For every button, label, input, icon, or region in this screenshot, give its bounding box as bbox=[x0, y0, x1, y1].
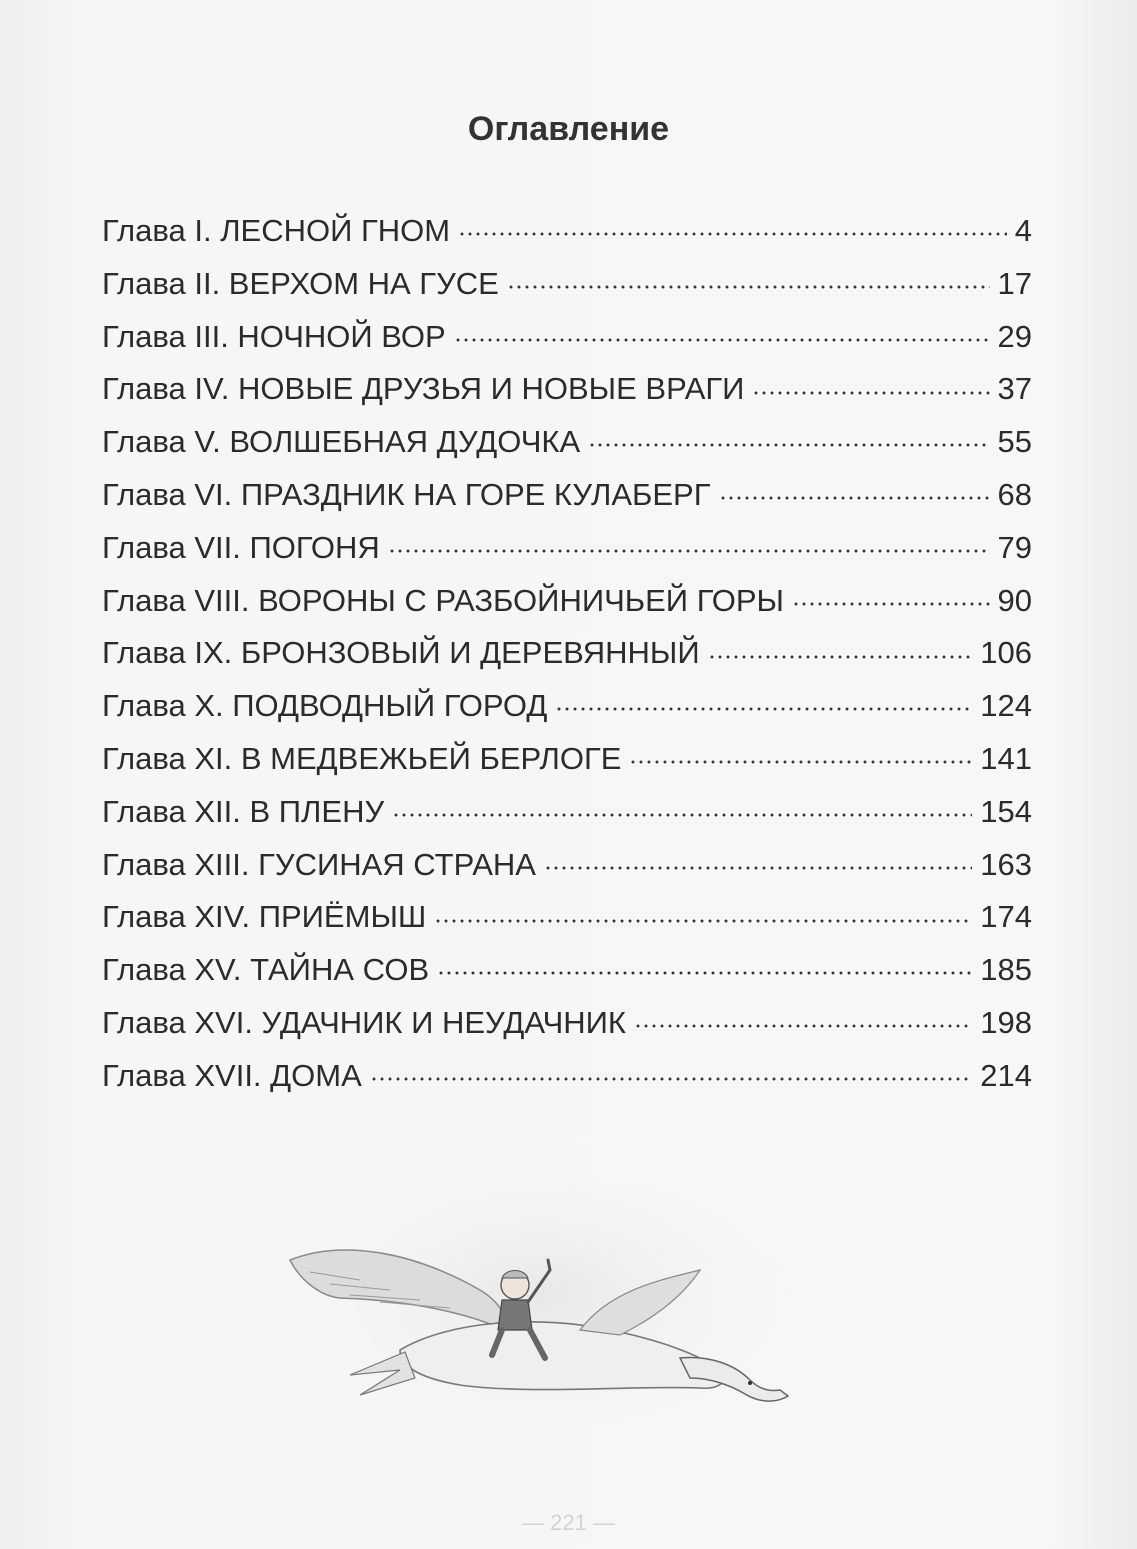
chapter-page-number: 185 bbox=[980, 952, 1032, 988]
toc-entry bbox=[102, 266, 1032, 319]
chapter-page-number: 37 bbox=[997, 371, 1032, 407]
toc-entry bbox=[102, 1058, 1032, 1111]
chapter-page-number: 214 bbox=[980, 1057, 1032, 1093]
toc-list bbox=[102, 213, 1032, 1111]
dot-leader bbox=[434, 917, 972, 923]
chapter-title: Глава V. ВОЛШЕБНАЯ ДУДОЧКА bbox=[102, 424, 581, 460]
toc-entry bbox=[102, 319, 1032, 372]
dot-leader bbox=[752, 389, 989, 395]
dot-leader bbox=[507, 284, 990, 290]
toc-entry bbox=[102, 688, 1032, 741]
chapter-page-number: 68 bbox=[997, 476, 1032, 512]
chapter-page-number: 141 bbox=[980, 740, 1032, 776]
page-number: — 221 — bbox=[522, 1510, 615, 1535]
toc-entry bbox=[102, 477, 1032, 530]
chapter-title: Глава IV. НОВЫЕ ДРУЗЬЯ И НОВЫЕ ВРАГИ bbox=[102, 371, 745, 407]
dot-leader bbox=[388, 548, 990, 554]
dot-leader bbox=[458, 231, 1007, 237]
dot-leader bbox=[629, 759, 972, 765]
chapter-page-number: 17 bbox=[997, 265, 1032, 301]
chapter-page-number: 124 bbox=[980, 688, 1032, 724]
toc-entry bbox=[102, 213, 1032, 266]
toc-title: Оглавление bbox=[467, 110, 670, 148]
chapter-page-number: 4 bbox=[1014, 213, 1032, 248]
toc-entry bbox=[102, 530, 1032, 583]
chapter-page-number: 163 bbox=[980, 846, 1032, 882]
chapter-title: Глава III. НОЧНОЙ ВОР bbox=[102, 318, 446, 354]
chapter-page-number: 55 bbox=[997, 424, 1032, 460]
toc-entry bbox=[102, 1005, 1032, 1058]
toc-entry bbox=[102, 794, 1032, 847]
chapter-page-number: 106 bbox=[980, 635, 1032, 671]
chapter-page-number: 174 bbox=[980, 899, 1032, 935]
dot-leader bbox=[544, 865, 972, 871]
chapter-page-number: 79 bbox=[997, 529, 1032, 565]
chapter-title: Глава XIV. ПРИЁМЫШ bbox=[102, 899, 427, 935]
chapter-title: Глава XVI. УДАЧНИК И НЕУДАЧНИК bbox=[102, 1004, 626, 1040]
chapter-title: Глава XI. В МЕДВЕЖЬЕЙ БЕРЛОГЕ bbox=[102, 740, 622, 776]
chapter-title: Глава XVII. ДОМА bbox=[102, 1057, 362, 1093]
chapter-title: Глава II. ВЕРХОМ НА ГУСЕ bbox=[102, 265, 499, 301]
toc-entry bbox=[102, 847, 1032, 900]
chapter-title: Глава XV. ТАЙНА СОВ bbox=[102, 952, 430, 988]
chapter-title: Глава IX. БРОНЗОВЫЙ И ДЕРЕВЯННЫЙ bbox=[102, 635, 700, 671]
chapter-title: Глава VII. ПОГОНЯ bbox=[102, 529, 380, 565]
toc-entry bbox=[102, 371, 1032, 424]
toc-entry bbox=[102, 899, 1032, 952]
dot-leader bbox=[792, 601, 990, 607]
chapter-title: Глава I. ЛЕСНОЙ ГНОМ bbox=[102, 213, 451, 248]
chapter-title: Глава X. ПОДВОДНЫЙ ГОРОД bbox=[102, 688, 548, 724]
toc-entry bbox=[102, 952, 1032, 1005]
dot-leader bbox=[719, 495, 990, 501]
toc-entry bbox=[102, 583, 1032, 636]
dot-leader bbox=[454, 337, 990, 343]
chapter-page-number: 90 bbox=[997, 582, 1032, 618]
toc-entry bbox=[102, 741, 1032, 794]
toc-entry bbox=[102, 424, 1032, 477]
dot-leader bbox=[588, 442, 989, 448]
dot-leader bbox=[437, 970, 972, 976]
dot-leader bbox=[634, 1023, 972, 1029]
chapter-title: Глава XII. В ПЛЕНУ bbox=[102, 793, 385, 829]
dot-leader bbox=[555, 706, 972, 712]
chapter-title: Глава VI. ПРАЗДНИК НА ГОРЕ КУЛАБЕРГ bbox=[102, 476, 711, 512]
boy-riding-goose-illustration bbox=[280, 1180, 800, 1460]
toc-entry bbox=[102, 635, 1032, 688]
chapter-title: Глава VIII. ВОРОНЫ С РАЗБОЙНИЧЬЕЙ ГОРЫ bbox=[102, 582, 784, 618]
chapter-page-number: 198 bbox=[980, 1004, 1032, 1040]
dot-leader bbox=[708, 653, 973, 659]
chapter-page-number: 29 bbox=[997, 318, 1032, 354]
chapter-page-number: 154 bbox=[980, 793, 1032, 829]
dot-leader bbox=[392, 812, 972, 818]
dot-leader bbox=[370, 1076, 973, 1082]
chapter-title: Глава XIII. ГУСИНАЯ СТРАНА bbox=[102, 846, 536, 882]
